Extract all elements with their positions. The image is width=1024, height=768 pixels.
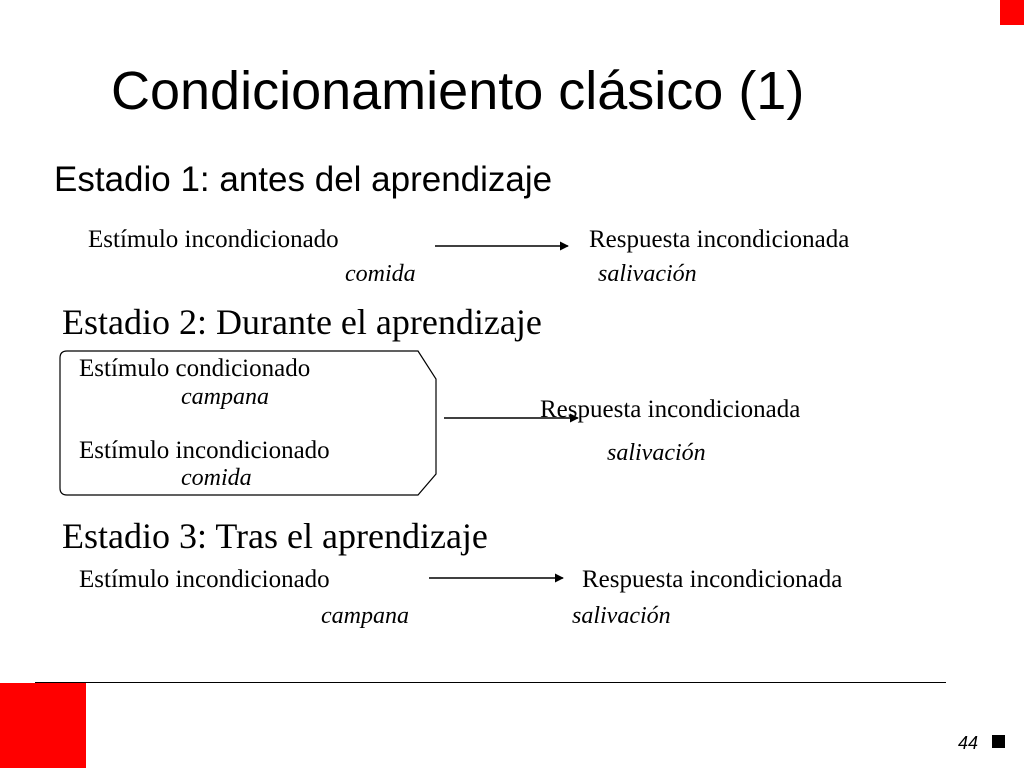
stage-2-response: Respuesta incondicionada [540,396,801,423]
stage-1-response: Respuesta incondicionada [589,226,850,253]
page-marker-square [992,735,1005,748]
stage-3-response: Respuesta incondicionada [582,566,843,593]
stage-3-heading: Estadio 3: Tras el aprendizaje [62,516,488,556]
stage-1-response-example: salivación [598,261,697,287]
page-number: 44 [958,733,979,753]
stage-1-stimulus: Estímulo incondicionado [88,226,339,253]
stage-2-conditioned-stimulus: Estímulo condicionado [79,355,311,382]
stage-2-heading: Estadio 2: Durante el aprendizaje [62,302,542,342]
stage-2-conditioned-example: campana [181,384,269,410]
stage-3-stimulus: Estímulo incondicionado [79,566,330,593]
slide-title: Condicionamiento clásico (1) [111,61,805,121]
top-right-accent-square [1000,0,1024,25]
bottom-left-accent-square [0,683,86,768]
footer-divider [35,682,946,683]
stage-1-stimulus-example: comida [345,261,416,287]
stage-2-unconditioned-example: comida [181,465,252,491]
stage-3-stimulus-example: campana [321,603,409,629]
stage-2-response-example: salivación [607,440,706,466]
stage-3-response-example: salivación [572,603,671,629]
stage-1-heading: Estadio 1: antes del aprendizaje [54,160,553,199]
stage-2-unconditioned-stimulus: Estímulo incondicionado [79,437,330,464]
